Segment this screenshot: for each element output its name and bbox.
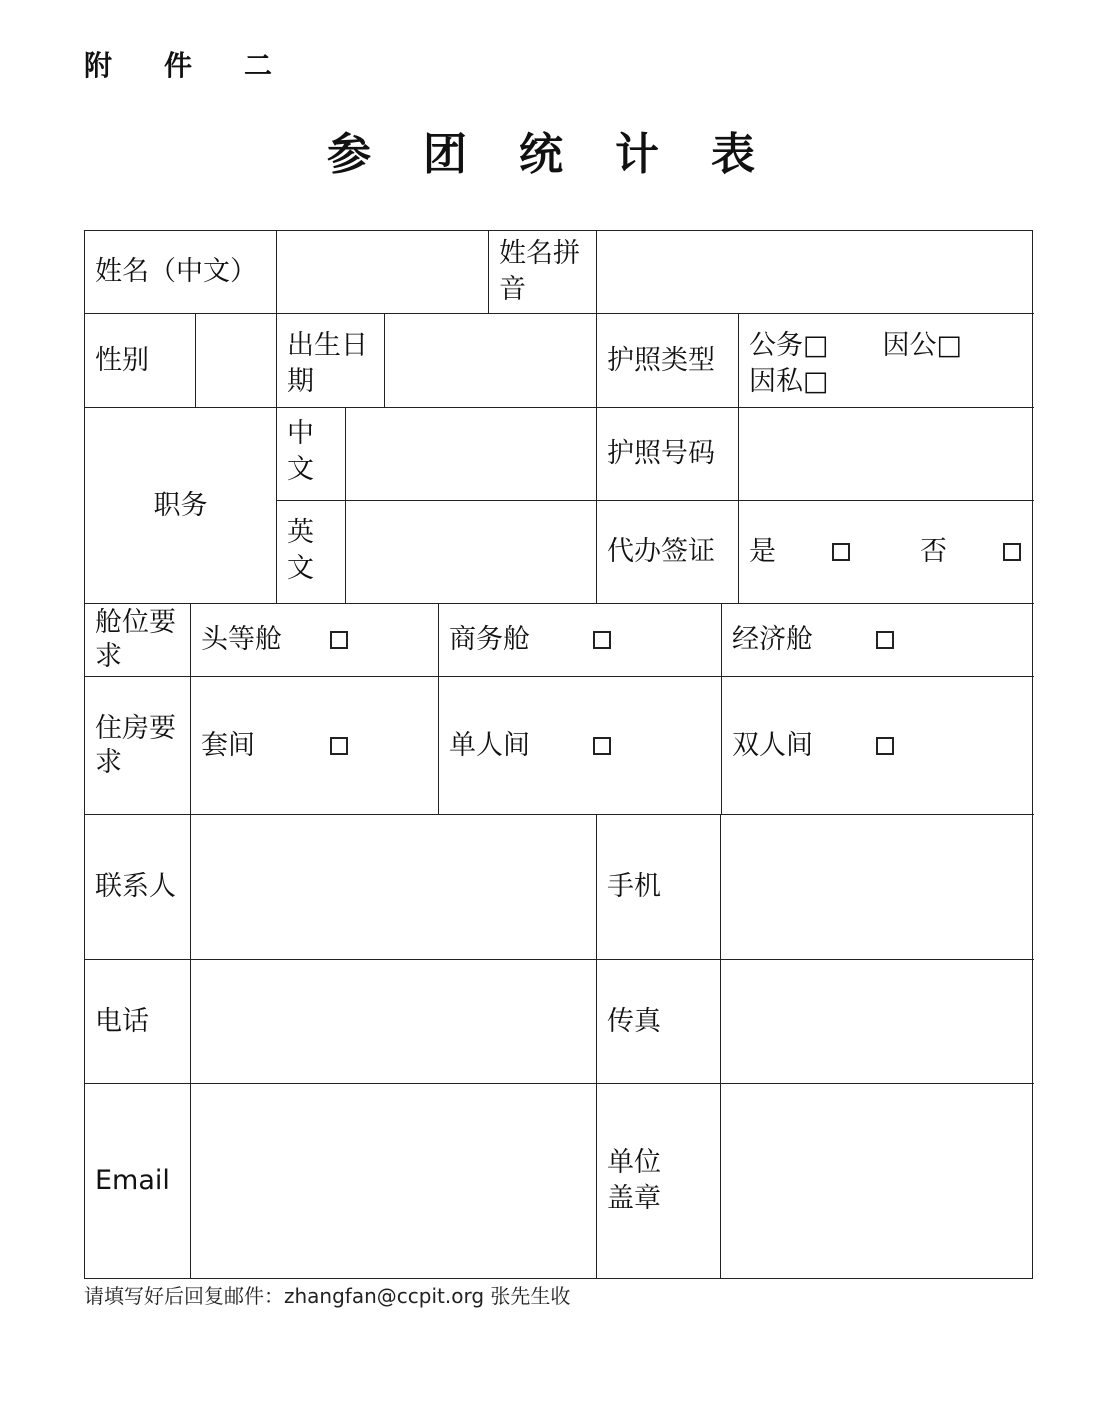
phone-label: 电话 xyxy=(85,960,191,1084)
visa-no-option[interactable]: 否 xyxy=(920,534,1021,570)
contact-field[interactable] xyxy=(191,815,597,960)
fax-field[interactable] xyxy=(721,960,1034,1084)
stamp-label: 单位盖章 xyxy=(597,1084,721,1278)
stamp-field[interactable] xyxy=(721,1084,1034,1278)
name-pinyin-field[interactable] xyxy=(597,231,1034,314)
checkbox[interactable] xyxy=(1003,543,1021,561)
checkbox[interactable] xyxy=(593,631,611,649)
mobile-field[interactable] xyxy=(721,815,1034,960)
annex-char: 二 xyxy=(244,49,273,82)
contact-label: 联系人 xyxy=(85,815,191,960)
room-option-double[interactable]: 双人间 xyxy=(722,677,1034,815)
annex-char: 件 xyxy=(164,49,193,82)
position-en-field[interactable] xyxy=(346,501,597,604)
position-en-label: 英文 xyxy=(277,501,346,604)
annex-char: 附 xyxy=(84,49,113,82)
passport-no-label: 护照号码 xyxy=(597,408,739,501)
footer-note: 请填写好后回复邮件：zhangfan@ccpit.org 张先生收 xyxy=(84,1284,571,1308)
name-pinyin-label: 姓名拼音 xyxy=(489,231,597,314)
annex-label xyxy=(84,44,324,84)
checkbox[interactable] xyxy=(876,737,894,755)
gender-label: 性别 xyxy=(85,314,196,408)
page-title: 参团统计表 xyxy=(327,129,807,180)
phone-field[interactable] xyxy=(191,960,597,1084)
gender-field[interactable] xyxy=(196,314,277,408)
birth-label: 出生日期 xyxy=(277,314,385,408)
checkbox[interactable] xyxy=(832,543,850,561)
email-field[interactable] xyxy=(191,1084,597,1278)
visa-label: 代办签证 xyxy=(597,501,739,604)
cabin-option-economy[interactable]: 经济舱 xyxy=(722,604,1034,677)
cabin-option-business[interactable]: 商务舱 xyxy=(439,604,722,677)
checkbox[interactable] xyxy=(330,737,348,755)
passport-no-field[interactable] xyxy=(739,408,1034,501)
cabin-label: 舱位要求 xyxy=(85,604,191,677)
position-label: 职务 xyxy=(85,408,277,604)
room-label: 住房要求 xyxy=(85,677,191,815)
registration-form xyxy=(84,230,1033,1279)
cabin-option-first[interactable]: 头等舱 xyxy=(191,604,439,677)
visa-yes-option[interactable]: 是 xyxy=(749,534,850,570)
mobile-label: 手机 xyxy=(597,815,721,960)
room-option-single[interactable]: 单人间 xyxy=(439,677,722,815)
position-cn-label: 中文 xyxy=(277,408,346,501)
checkbox[interactable] xyxy=(593,737,611,755)
room-option-suite[interactable]: 套间 xyxy=(191,677,439,815)
checkbox[interactable] xyxy=(876,631,894,649)
visa-options xyxy=(739,501,1034,604)
passport-type-options[interactable]: 公务□ 因公□ 因私□ xyxy=(739,314,1034,408)
position-cn-field[interactable] xyxy=(346,408,597,501)
checkbox[interactable] xyxy=(330,631,348,649)
email-label: Email xyxy=(85,1084,191,1278)
name-cn-field[interactable] xyxy=(277,231,489,314)
fax-label: 传真 xyxy=(597,960,721,1084)
birth-field[interactable] xyxy=(385,314,597,408)
name-cn-label: 姓名（中文） xyxy=(85,231,277,314)
passport-type-label: 护照类型 xyxy=(597,314,739,408)
